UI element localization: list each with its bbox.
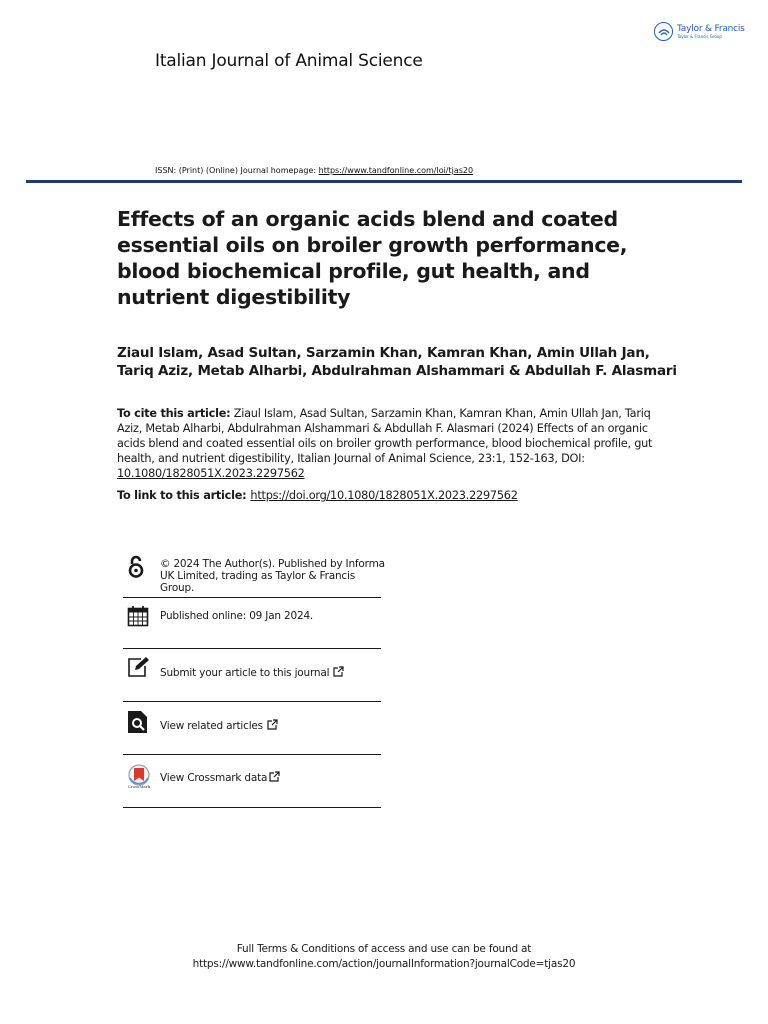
submit-article-link[interactable] bbox=[123, 651, 381, 701]
related-articles-text: View related articles bbox=[160, 720, 263, 732]
cite-doi-link[interactable]: 10.1080/1828051X.2023.2297562 bbox=[117, 467, 305, 480]
footer-terms-link[interactable]: https://www.tandfonline.com/action/journalInformation?journalCode=tjas20 bbox=[192, 958, 576, 970]
crossmark-link[interactable] bbox=[123, 757, 381, 807]
info-divider bbox=[123, 701, 381, 702]
article-doi-link[interactable]: https://doi.org/10.1080/1828051X.2023.2297562 bbox=[250, 489, 518, 502]
cite-label: To cite this article: bbox=[117, 407, 231, 420]
journal-homepage-link[interactable]: https://www.tandfonline.com/loi/tjas20 bbox=[318, 166, 474, 175]
article-authors: Ziaul Islam, Asad Sultan, Sarzamin Khan, Kamran Khan, Amin Ullah Jan, Tariq Aziz, Metab Alharbi, Abdulrahman Alshammari & Abdullah F. Alasmari bbox=[117, 345, 677, 379]
search-document-icon bbox=[127, 710, 149, 738]
citation-block bbox=[117, 406, 662, 481]
related-articles-label bbox=[160, 719, 278, 732]
crossmark-data-label bbox=[160, 771, 280, 784]
crossmark-text: View Crossmark data bbox=[160, 772, 268, 784]
edit-icon bbox=[127, 656, 151, 682]
external-link-icon bbox=[269, 771, 280, 782]
info-divider bbox=[123, 597, 381, 598]
info-divider bbox=[123, 754, 381, 755]
related-articles-link[interactable] bbox=[123, 704, 381, 754]
link-label: To link to this article: bbox=[117, 489, 247, 502]
publisher-group: Taylor & Francis Group bbox=[677, 33, 722, 39]
info-divider bbox=[123, 807, 381, 808]
cite-text: Ziaul Islam, Asad Sultan, Sarzamin Khan, Kamran Khan, Amin Ullah Jan, Tariq Aziz, Metab Alharbi, Abdulrahman Alshammari & Abdullah F. Alasmari (2024) Effects of an organic acids blend and coated essential oils on broiler growth performance, blood biochemical profile, gut health, and nutrient digestibility, Italian Journal of Animal Science, 23:1, 152-163, DOI: bbox=[117, 407, 653, 465]
info-divider bbox=[123, 648, 381, 649]
article-link-line bbox=[117, 489, 518, 502]
header-divider bbox=[26, 180, 742, 183]
copyright-text: © 2024 The Author(s). Published by Informa UK Limited, trading as Taylor & Francis Group. bbox=[160, 558, 385, 594]
crossmark-icon bbox=[126, 764, 152, 794]
external-link-icon bbox=[333, 666, 344, 677]
article-title: Effects of an organic acids blend and coated essential oils on broiler growth performance, blood biochemical profile, gut health, and nutrient digestibility bbox=[117, 207, 628, 309]
calendar-icon bbox=[127, 605, 149, 631]
open-access-icon bbox=[127, 555, 145, 583]
submit-article-label bbox=[160, 666, 344, 679]
publisher-logo-icon bbox=[654, 22, 673, 41]
journal-title: Italian Journal of Animal Science bbox=[155, 51, 423, 71]
publisher-logo bbox=[654, 22, 745, 41]
issn-line bbox=[155, 166, 473, 175]
footer-line-1: Full Terms & Conditions of access and use can be found at bbox=[236, 943, 532, 955]
crossmark-label: CrossMark bbox=[127, 784, 151, 789]
published-row bbox=[123, 600, 381, 648]
published-date: Published online: 09 Jan 2024. bbox=[160, 610, 314, 622]
external-link-icon bbox=[267, 719, 278, 730]
issn-text: ISSN: (Print) (Online) Journal homepage: bbox=[155, 166, 319, 175]
footer-terms bbox=[0, 942, 768, 972]
open-access-row bbox=[123, 553, 385, 597]
publisher-name: Taylor & Francis bbox=[677, 23, 745, 34]
submit-article-text: Submit your article to this journal bbox=[160, 667, 330, 679]
